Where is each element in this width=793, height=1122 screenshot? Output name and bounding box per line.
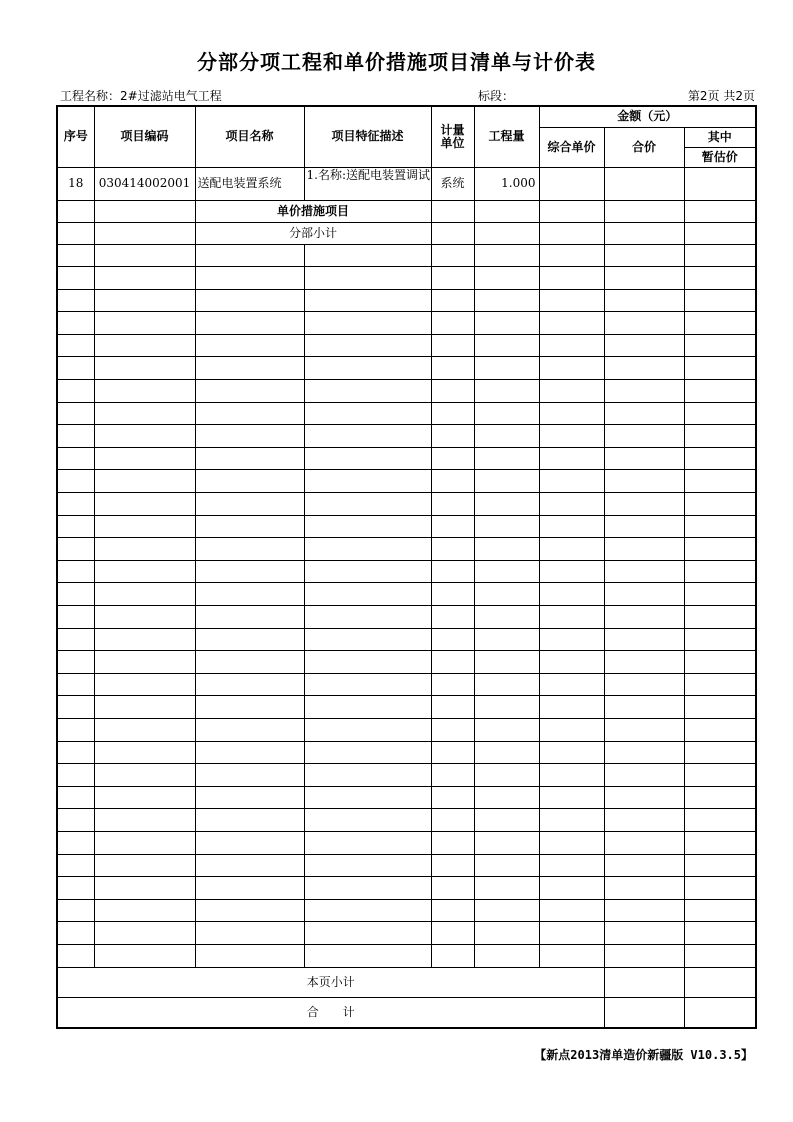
header-total: 合价	[604, 127, 684, 167]
empty-row	[57, 786, 756, 809]
header-unit: 计量单位	[431, 106, 474, 167]
header-of-which: 其中	[684, 127, 756, 147]
empty-row	[57, 425, 756, 448]
page-subtotal-row	[57, 967, 756, 997]
empty-row	[57, 741, 756, 764]
empty-row	[57, 922, 756, 945]
measures-heading: 单价措施项目	[195, 200, 431, 222]
header-provisional: 暂估价	[684, 147, 756, 167]
header-qty: 工程量	[474, 106, 539, 167]
subtotal-label: 分部小计	[195, 222, 431, 244]
empty-row	[57, 560, 756, 583]
empty-row	[57, 606, 756, 629]
software-version: 【新点2013清单造价新疆版 V10.3.5】	[534, 1048, 753, 1062]
page-subtotal-label: 本页小计	[57, 967, 604, 997]
row-name: 送配电装置系统	[195, 167, 304, 200]
row-seq: 18	[57, 167, 94, 200]
row-feature: 1.名称:送配电装置调试	[304, 167, 431, 200]
empty-row	[57, 583, 756, 606]
subtotal-row	[57, 222, 756, 244]
empty-row	[57, 470, 756, 493]
header-unit-price: 综合单价	[539, 127, 604, 167]
empty-row	[57, 899, 756, 922]
page-number: 第2页 共2页	[687, 89, 755, 103]
empty-row	[57, 628, 756, 651]
empty-row	[57, 944, 756, 967]
page-title: 分部分项工程和单价措施项目清单与计价表	[197, 50, 596, 74]
empty-row	[57, 515, 756, 538]
header-name: 项目名称	[195, 106, 304, 167]
measures-row	[57, 200, 756, 222]
empty-row	[57, 447, 756, 470]
grand-total-label: 合 计	[57, 997, 604, 1028]
grand-total-row	[57, 997, 756, 1028]
empty-row	[57, 718, 756, 741]
empty-row	[57, 357, 756, 380]
empty-row	[57, 809, 756, 832]
project-name: 工程名称：2#过滤站电气工程	[60, 89, 222, 103]
empty-row	[57, 696, 756, 719]
empty-row	[57, 764, 756, 787]
section-label: 标段：	[478, 89, 515, 103]
row-qty: 1.000	[474, 167, 539, 200]
empty-row	[57, 854, 756, 877]
header-code: 项目编码	[94, 106, 195, 167]
header-seq: 序号	[57, 106, 94, 167]
empty-row	[57, 244, 756, 267]
row-code: 030414002001	[94, 167, 195, 200]
empty-row	[57, 831, 756, 854]
empty-row	[57, 493, 756, 516]
header-feature: 项目特征描述	[304, 106, 431, 167]
table-row	[57, 167, 756, 200]
empty-row	[57, 651, 756, 674]
empty-row	[57, 402, 756, 425]
row-unit: 系统	[431, 167, 474, 200]
empty-row	[57, 877, 756, 900]
empty-row	[57, 334, 756, 357]
empty-row	[57, 380, 756, 403]
empty-row	[57, 538, 756, 561]
empty-row	[57, 312, 756, 335]
header-amount: 金额（元）	[539, 106, 756, 127]
bill-table	[56, 105, 757, 1029]
empty-row	[57, 673, 756, 696]
empty-row	[57, 289, 756, 312]
empty-row	[57, 267, 756, 290]
